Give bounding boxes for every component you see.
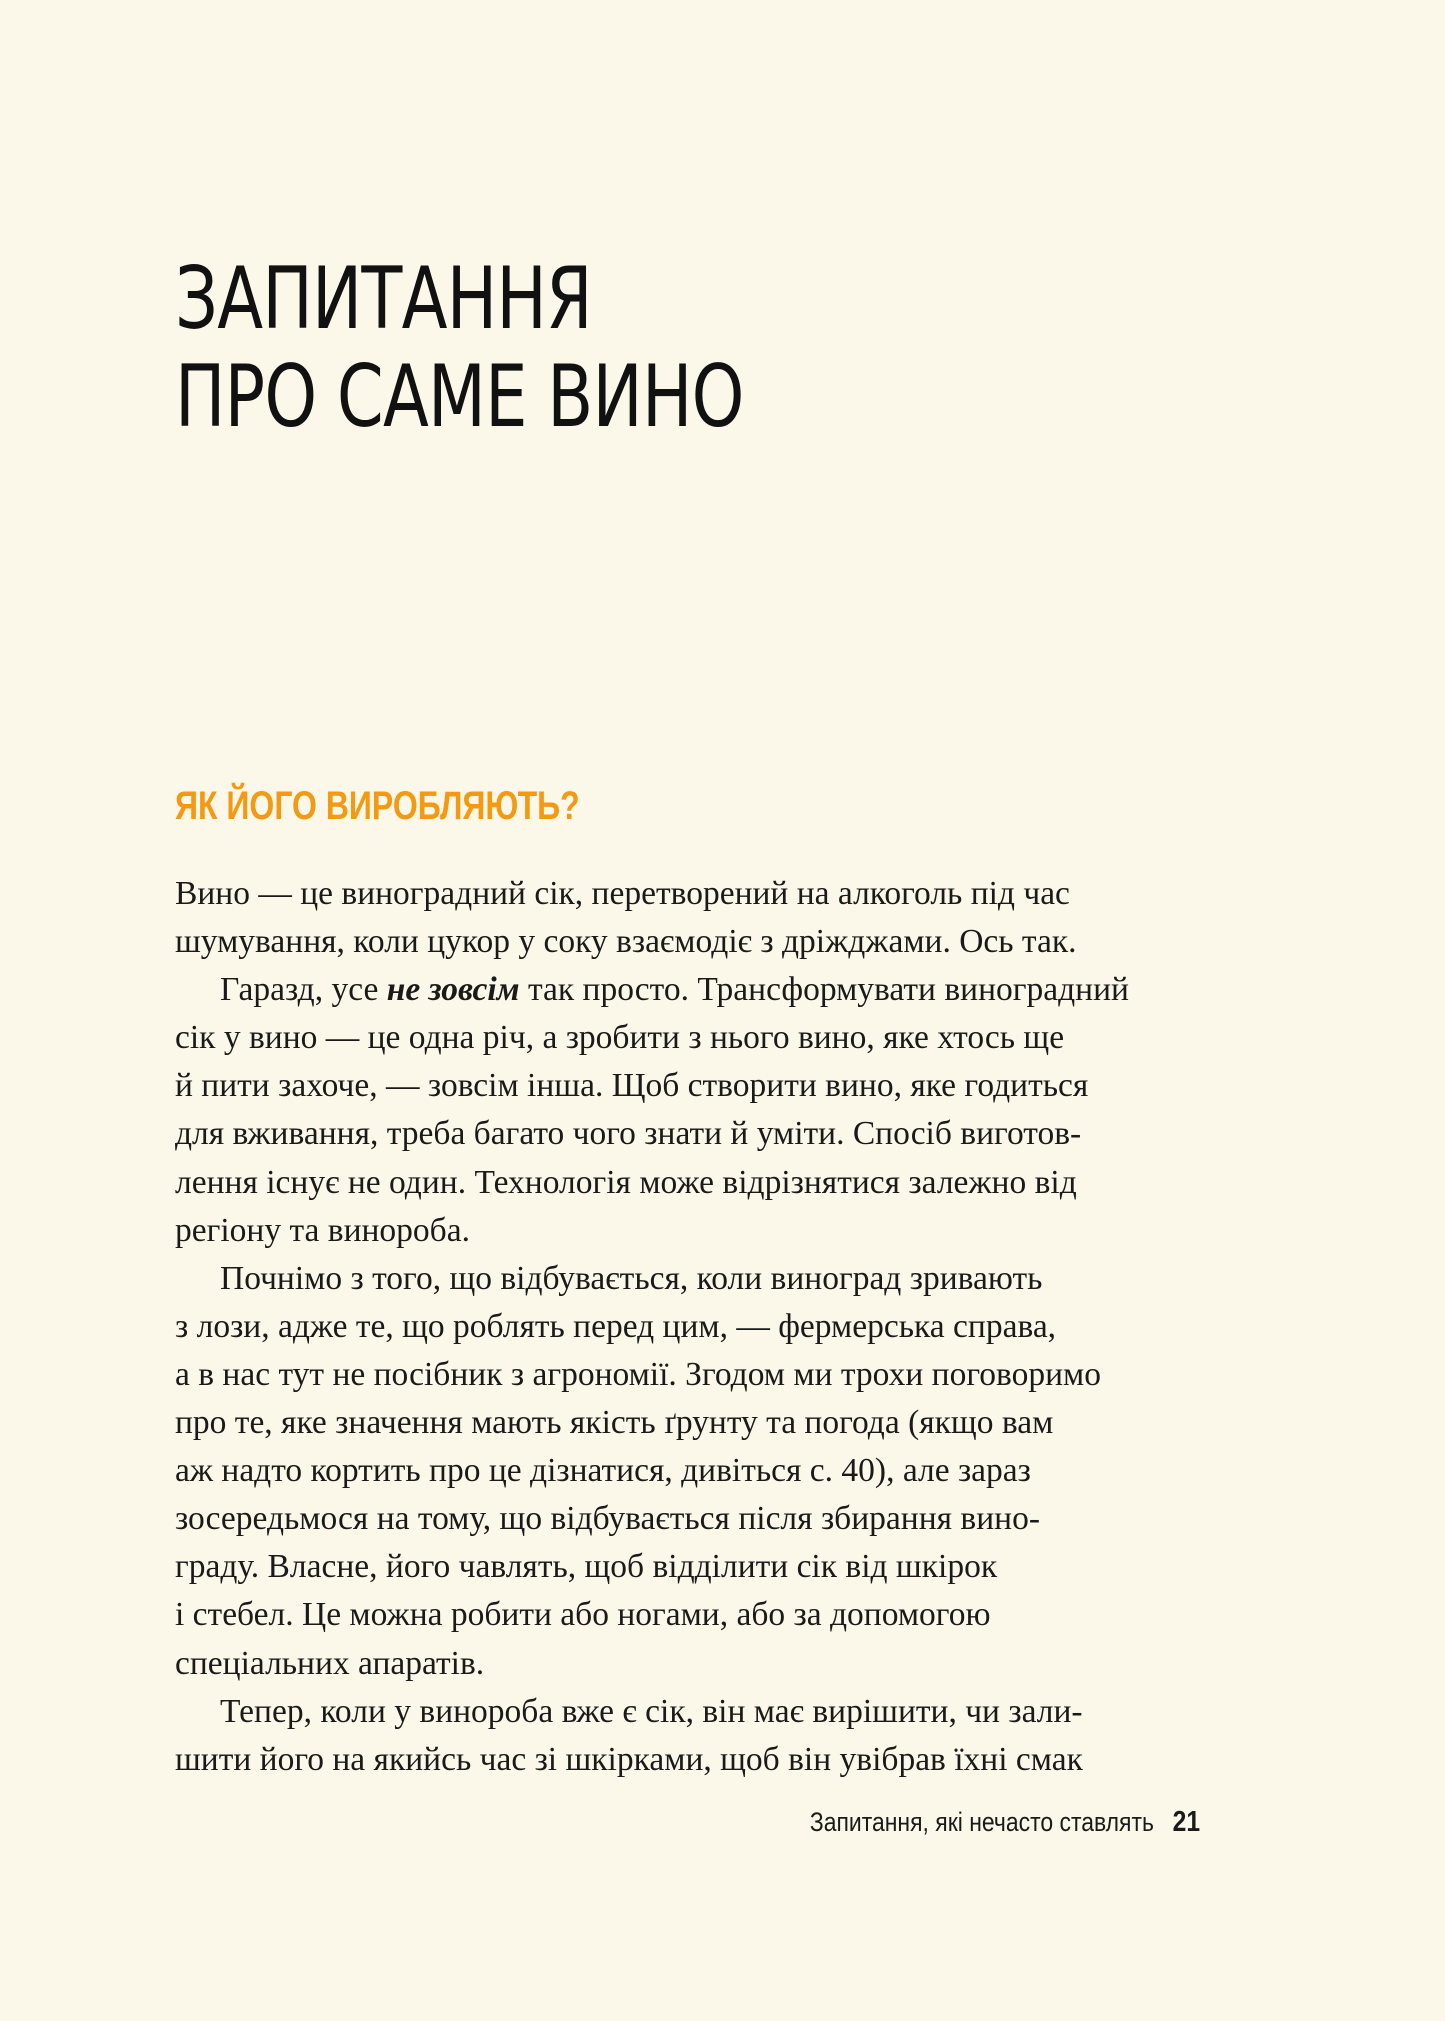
text-line: Почнімо з того, що відбувається, коли виноград зривають [220,1259,1043,1297]
page-number: 21 [1172,1806,1200,1838]
emphasis-text: не зовсім [386,971,520,1009]
text-line: Тепер, коли у винороба вже є сік, він має вирішити, чи зали- [220,1692,1083,1730]
text-line: спеціальних апаратів. [175,1644,485,1682]
text-run: так просто. Трансформувати виноградний [519,971,1129,1009]
text-line: з лози, адже те, що роблять перед цим, — фермерська справа, [175,1307,1057,1345]
text-line: зосередьмося на тому, що відбувається після збирання вино- [175,1500,1040,1538]
text-line: і стебел. Це можна робити або ногами, або за допомогою [175,1596,991,1634]
chapter-title [175,250,744,446]
page-footer [810,1806,1200,1839]
chapter-title-line-1: ЗАПИТАННЯ [175,249,592,349]
text-line: граду. Власне, його чавлять, щоб відділити сік від шкірок [175,1548,998,1586]
text-line: аж надто кортить про це дізнатися, дивіться с. 40), але зараз [175,1452,1031,1490]
text-line: Вино — це виноградний сік, перетворений на алкоголь під час [175,875,1070,912]
running-head: Запитання, які нечасто ставлять [809,1807,1154,1837]
text-line [175,966,1215,1014]
text-line: лення існує не один. Технологія може відрізнятися залежно від [175,1163,1077,1201]
text-line: для вживання, треба багато чого знати й уміти. Спосіб виготов- [175,1115,1082,1153]
text-line: про те, яке значення мають якість ґрунту та погода (якщо вам [175,1404,1054,1442]
section-heading: ЯК ЙОГО ВИРОБЛЯЮТЬ? [175,784,580,828]
text-line: й пити захоче, — зовсім інша. Щоб створити вино, яке годиться [175,1067,1089,1105]
text-run: Гаразд, усе [220,971,387,1009]
body-text [175,870,1215,1784]
text-line: а в нас тут не посібник з агрономії. Згодом ми трохи поговоримо [175,1355,1101,1393]
text-line: сік у вино — це одна річ, а зробити з нього вино, яке хтось ще [175,1019,1065,1057]
text-line: шити його на якийсь час зі шкірками, щоб він увібрав їхні смак [175,1740,1083,1778]
chapter-title-line-2: ПРО САМЕ ВИНО [175,347,744,447]
text-line: шумування, коли цукор у соку взаємодіє з дріжджами. Ось так. [175,923,1077,961]
text-line: регіону та винороба. [175,1211,470,1249]
